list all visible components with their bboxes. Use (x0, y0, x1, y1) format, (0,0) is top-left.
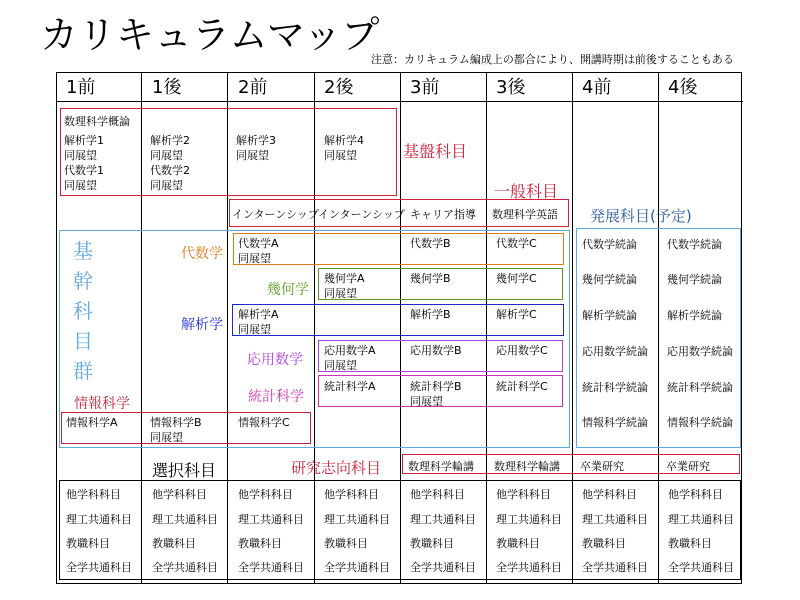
elective-course: 他学科科目 (496, 488, 551, 501)
core-label-char: 幹 (73, 269, 93, 293)
foundation-courses-2 (150, 133, 190, 193)
course-item: 解析学A (238, 308, 279, 321)
elective-course: 他学科科目 (152, 488, 207, 501)
applied-math-label: 応用数学 (247, 352, 303, 368)
course-item: 同展望 (324, 149, 357, 162)
course-applied-c: 応用数学C (496, 344, 548, 357)
elective-course: 理工共通科目 (668, 513, 734, 526)
course-item: 同展望 (238, 323, 271, 336)
semester-header: 4後 (668, 77, 698, 98)
course-applied-a (324, 343, 376, 373)
foundation-courses-3 (236, 133, 276, 163)
course-advanced: 解析学続論 (667, 309, 722, 322)
elective-course: 全学共通科目 (152, 561, 218, 574)
course-advanced: 統計科学続論 (582, 381, 648, 394)
general-label: 一般科目 (494, 182, 559, 201)
elective-course: 理工共通科目 (324, 513, 390, 526)
elective-course: 全学共通科目 (496, 561, 562, 574)
course-advanced: 解析学続論 (582, 309, 637, 322)
course-item: 解析学1 (64, 134, 104, 147)
course-geometry-a (324, 271, 365, 301)
course-item: 同展望 (64, 149, 97, 162)
core-label-char: 基 (73, 239, 93, 263)
course-analysis-c: 解析学C (496, 308, 537, 321)
course-item: 応用数学A (324, 344, 376, 357)
schedule-note: 注意：カリキュラム編成上の都合により、開講時期は前後することもある (371, 53, 734, 66)
elective-course: 他学科科目 (66, 488, 121, 501)
course-item: 同展望 (236, 149, 269, 162)
foundation-courses-4 (324, 133, 364, 163)
elective-course: 理工共通科目 (496, 513, 562, 526)
elective-course: 他学科科目 (324, 488, 379, 501)
course-item: 解析学2 (150, 134, 190, 147)
course-item: 数理科学概論 (64, 115, 130, 128)
elective-course: 全学共通科目 (238, 561, 304, 574)
elective-course: 理工共通科目 (238, 513, 304, 526)
elective-course: 教職科目 (496, 537, 540, 550)
elective-course: 教職科目 (668, 537, 712, 550)
course-item: 同展望 (324, 359, 357, 372)
elective-course: 全学共通科目 (66, 561, 132, 574)
course-item: 同展望 (150, 149, 183, 162)
course-advanced: 代数学続論 (667, 238, 722, 251)
course-thesis: 卒業研究 (666, 460, 710, 473)
geometry-label: 幾何学 (267, 282, 309, 298)
course-item: 幾何学A (324, 272, 365, 285)
course-internship-1: インターンシップ (232, 208, 319, 221)
elective-course: 教職科目 (582, 537, 626, 550)
elective-course: 全学共通科目 (582, 561, 648, 574)
course-info-b (150, 415, 202, 445)
elective-course: 全学共通科目 (668, 561, 734, 574)
course-advanced: 幾何学続論 (667, 273, 722, 286)
statistics-label: 統計科学 (248, 389, 304, 405)
semester-header: 4前 (582, 77, 612, 98)
elective-course: 他学科科目 (410, 488, 465, 501)
advanced-label: 発展科目(予定) (590, 207, 692, 225)
elective-course: 他学科科目 (582, 488, 637, 501)
semester-header: 3後 (496, 77, 526, 98)
elective-course: 理工共通科目 (582, 513, 648, 526)
course-advanced: 情報科学続論 (667, 416, 733, 429)
course-item: 同展望 (150, 179, 183, 192)
page-title: カリキュラムマップ (40, 13, 380, 57)
elective-course: 理工共通科目 (152, 513, 218, 526)
course-advanced: 代数学続論 (582, 238, 637, 251)
course-advanced: 応用数学続論 (582, 345, 648, 358)
research-label: 研究志向科目 (291, 459, 382, 477)
course-algebra-c: 代数学C (496, 237, 537, 250)
course-item: 代数学2 (150, 164, 190, 177)
core-label-char: 科 (73, 299, 93, 323)
course-analysis-a (238, 307, 279, 337)
course-advanced: 統計科学続論 (667, 381, 733, 394)
course-item: 同展望 (238, 252, 271, 265)
course-item: 解析学4 (324, 134, 364, 147)
course-career: キャリア指導 (410, 208, 476, 221)
analysis-label: 解析学 (181, 317, 223, 333)
course-item: 代数学1 (64, 164, 104, 177)
semester-header: 3前 (410, 77, 440, 98)
course-algebra-b: 代数学B (410, 237, 451, 250)
semester-header: 1前 (66, 77, 96, 98)
course-advanced: 幾何学続論 (582, 273, 637, 286)
semester-header: 1後 (152, 77, 182, 98)
course-seminar: 数理科学輪講 (494, 460, 560, 473)
course-thesis: 卒業研究 (580, 460, 624, 473)
course-stats-b (410, 379, 462, 409)
semester-header: 2前 (238, 77, 268, 98)
elective-course: 全学共通科目 (410, 561, 476, 574)
course-stats-c: 統計科学C (496, 380, 548, 393)
course-item: 同展望 (410, 395, 443, 408)
semester-header: 2後 (324, 77, 354, 98)
course-stats-a: 統計科学A (324, 380, 376, 393)
course-item: 同展望 (150, 431, 183, 444)
core-label (68, 236, 98, 386)
algebra-label: 代数学 (181, 246, 223, 262)
course-internship-2: インターンシップ (318, 208, 405, 221)
elective-course: 他学科科目 (238, 488, 293, 501)
course-item: 統計科学B (410, 380, 462, 393)
elective-course: 教職科目 (324, 537, 368, 550)
course-geometry-b: 幾何学B (410, 272, 451, 285)
course-item: 代数学A (238, 237, 279, 250)
core-label-char: 群 (73, 359, 93, 383)
course-english: 数理科学英語 (492, 208, 558, 221)
course-advanced: 応用数学続論 (667, 345, 733, 358)
elective-course: 教職科目 (238, 537, 282, 550)
elective-course: 全学共通科目 (324, 561, 390, 574)
foundation-courses-1 (64, 114, 130, 193)
course-item: 解析学3 (236, 134, 276, 147)
elective-course: 他学科科目 (668, 488, 723, 501)
course-geometry-c: 幾何学C (496, 272, 537, 285)
course-algebra-a (238, 236, 279, 266)
elective-course: 教職科目 (152, 537, 196, 550)
course-item: 同展望 (324, 287, 357, 300)
elective-label: 選択科目 (152, 461, 217, 480)
course-item: 情報科学B (150, 416, 202, 429)
elective-course: 教職科目 (410, 537, 454, 550)
course-analysis-b: 解析学B (410, 308, 451, 321)
course-info-a: 情報科学A (66, 416, 118, 429)
course-seminar: 数理科学輪講 (408, 460, 474, 473)
core-label-char: 目 (73, 329, 93, 353)
course-info-c: 情報科学C (238, 416, 290, 429)
course-applied-b: 応用数学B (410, 344, 462, 357)
course-item: 同展望 (64, 179, 97, 192)
elective-course: 理工共通科目 (66, 513, 132, 526)
info-science-label: 情報科学 (74, 396, 130, 412)
foundation-label: 基盤科目 (403, 142, 468, 161)
elective-course: 理工共通科目 (410, 513, 476, 526)
elective-course: 教職科目 (66, 537, 110, 550)
course-advanced: 情報科学続論 (582, 416, 648, 429)
